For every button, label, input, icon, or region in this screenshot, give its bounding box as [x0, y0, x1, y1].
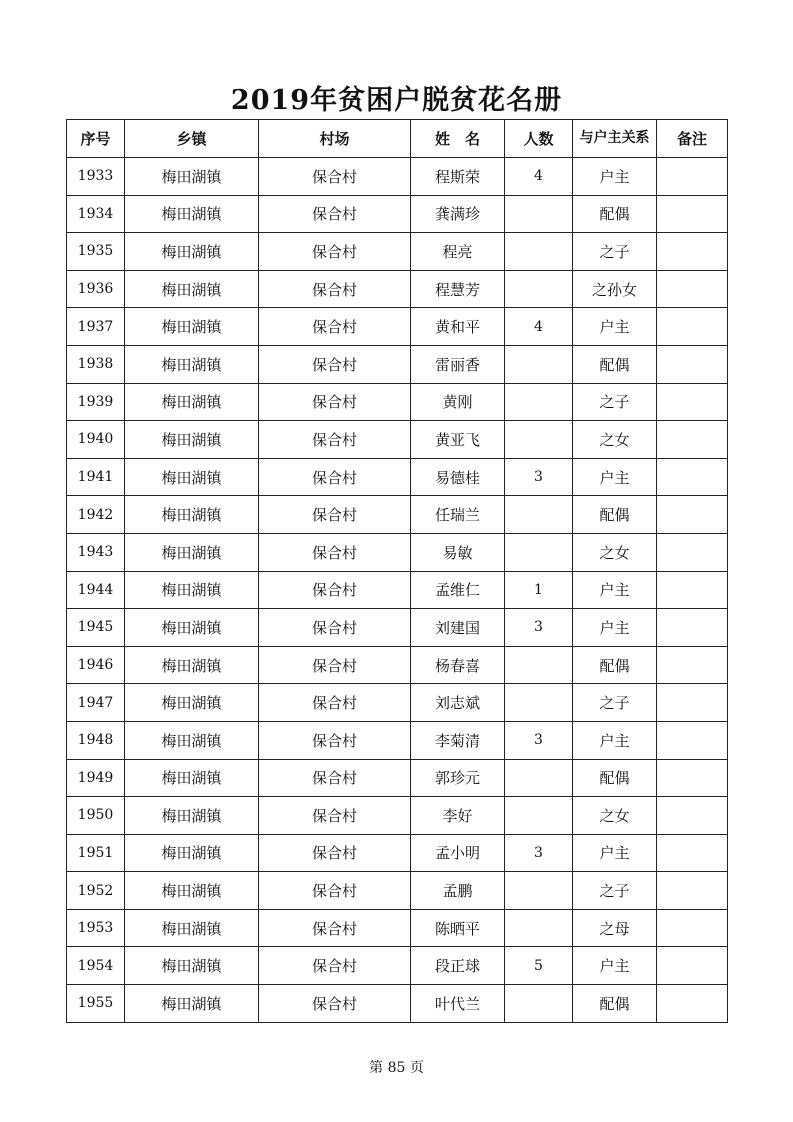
page-number: 第 85 页	[369, 1060, 424, 1076]
cell-town: 梅田湖镇	[125, 345, 259, 383]
cell-remark	[657, 834, 728, 872]
cell-town: 梅田湖镇	[125, 233, 259, 271]
cell-relation: 之女	[573, 533, 657, 571]
table-row	[67, 270, 728, 308]
cell-remark	[657, 909, 728, 947]
cell-name: 龚满珍	[411, 195, 505, 233]
table-row	[67, 496, 728, 534]
header-town: 乡镇	[125, 120, 259, 158]
cell-seq: 1936	[67, 270, 125, 308]
table-row	[67, 721, 728, 759]
cell-village: 保合村	[259, 383, 411, 421]
cell-name: 郭珍元	[411, 759, 505, 797]
cell-relation: 户主	[573, 458, 657, 496]
table-row	[67, 947, 728, 985]
cell-village: 保合村	[259, 646, 411, 684]
cell-seq: 1938	[67, 345, 125, 383]
cell-count: 3	[505, 458, 573, 496]
cell-seq: 1952	[67, 872, 125, 910]
cell-remark	[657, 684, 728, 722]
cell-count: 5	[505, 947, 573, 985]
cell-seq: 1949	[67, 759, 125, 797]
header-count: 人数	[505, 120, 573, 158]
cell-remark	[657, 759, 728, 797]
cell-remark	[657, 496, 728, 534]
cell-village: 保合村	[259, 458, 411, 496]
cell-remark	[657, 571, 728, 609]
cell-relation: 配偶	[573, 759, 657, 797]
cell-relation: 户主	[573, 834, 657, 872]
cell-remark	[657, 985, 728, 1023]
cell-relation: 配偶	[573, 496, 657, 534]
cell-remark	[657, 308, 728, 346]
cell-relation: 之女	[573, 797, 657, 835]
cell-seq: 1939	[67, 383, 125, 421]
cell-village: 保合村	[259, 834, 411, 872]
cell-village: 保合村	[259, 158, 411, 196]
cell-count	[505, 684, 573, 722]
cell-count	[505, 759, 573, 797]
cell-seq: 1954	[67, 947, 125, 985]
cell-name: 黄刚	[411, 383, 505, 421]
table-row	[67, 421, 728, 459]
cell-town: 梅田湖镇	[125, 609, 259, 647]
cell-name: 段正球	[411, 947, 505, 985]
cell-remark	[657, 158, 728, 196]
cell-seq: 1945	[67, 609, 125, 647]
cell-count	[505, 195, 573, 233]
cell-town: 梅田湖镇	[125, 872, 259, 910]
cell-count	[505, 421, 573, 459]
cell-remark	[657, 872, 728, 910]
cell-seq: 1946	[67, 646, 125, 684]
cell-remark	[657, 646, 728, 684]
cell-relation: 户主	[573, 947, 657, 985]
cell-town: 梅田湖镇	[125, 458, 259, 496]
table-row	[67, 458, 728, 496]
cell-village: 保合村	[259, 947, 411, 985]
cell-remark	[657, 383, 728, 421]
cell-town: 梅田湖镇	[125, 646, 259, 684]
cell-village: 保合村	[259, 684, 411, 722]
cell-seq: 1942	[67, 496, 125, 534]
cell-village: 保合村	[259, 195, 411, 233]
header-row	[67, 120, 728, 158]
cell-count: 3	[505, 834, 573, 872]
cell-name: 程斯荣	[411, 158, 505, 196]
cell-town: 梅田湖镇	[125, 834, 259, 872]
table-row	[67, 646, 728, 684]
cell-count	[505, 496, 573, 534]
cell-remark	[657, 721, 728, 759]
cell-seq: 1943	[67, 533, 125, 571]
table-row	[67, 909, 728, 947]
cell-relation: 之孙女	[573, 270, 657, 308]
page-title: 2019年贫困户脱贫花名册	[230, 85, 563, 116]
table-row	[67, 158, 728, 196]
table-row	[67, 609, 728, 647]
cell-seq: 1951	[67, 834, 125, 872]
cell-village: 保合村	[259, 270, 411, 308]
cell-town: 梅田湖镇	[125, 571, 259, 609]
cell-remark	[657, 233, 728, 271]
cell-relation: 之子	[573, 872, 657, 910]
cell-seq: 1933	[67, 158, 125, 196]
cell-name: 孟维仁	[411, 571, 505, 609]
table-row	[67, 571, 728, 609]
cell-name: 孟小明	[411, 834, 505, 872]
cell-relation: 之女	[573, 421, 657, 459]
cell-name: 李菊清	[411, 721, 505, 759]
roster-body	[67, 158, 728, 1023]
table-row	[67, 985, 728, 1023]
cell-name: 叶代兰	[411, 985, 505, 1023]
cell-name: 任瑞兰	[411, 496, 505, 534]
cell-seq: 1937	[67, 308, 125, 346]
cell-town: 梅田湖镇	[125, 533, 259, 571]
cell-remark	[657, 195, 728, 233]
cell-village: 保合村	[259, 909, 411, 947]
header-seq: 序号	[67, 120, 125, 158]
cell-name: 黄亚飞	[411, 421, 505, 459]
cell-relation: 配偶	[573, 345, 657, 383]
cell-village: 保合村	[259, 308, 411, 346]
cell-remark	[657, 458, 728, 496]
table-row	[67, 383, 728, 421]
cell-seq: 1948	[67, 721, 125, 759]
cell-town: 梅田湖镇	[125, 270, 259, 308]
cell-village: 保合村	[259, 609, 411, 647]
cell-village: 保合村	[259, 421, 411, 459]
cell-remark	[657, 421, 728, 459]
cell-name: 易德桂	[411, 458, 505, 496]
cell-relation: 户主	[573, 609, 657, 647]
cell-count	[505, 797, 573, 835]
cell-relation: 配偶	[573, 195, 657, 233]
cell-name: 孟鹏	[411, 872, 505, 910]
cell-count	[505, 872, 573, 910]
cell-village: 保合村	[259, 797, 411, 835]
cell-relation: 户主	[573, 571, 657, 609]
cell-name: 程亮	[411, 233, 505, 271]
header-remark: 备注	[657, 120, 728, 158]
cell-count: 3	[505, 609, 573, 647]
cell-remark	[657, 947, 728, 985]
cell-remark	[657, 797, 728, 835]
cell-count: 4	[505, 308, 573, 346]
cell-relation: 户主	[573, 158, 657, 196]
cell-name: 黄和平	[411, 308, 505, 346]
cell-seq: 1941	[67, 458, 125, 496]
cell-seq: 1955	[67, 985, 125, 1023]
cell-count	[505, 233, 573, 271]
cell-count	[505, 909, 573, 947]
cell-village: 保合村	[259, 985, 411, 1023]
cell-name: 易敏	[411, 533, 505, 571]
cell-town: 梅田湖镇	[125, 308, 259, 346]
cell-town: 梅田湖镇	[125, 985, 259, 1023]
cell-count: 3	[505, 721, 573, 759]
cell-town: 梅田湖镇	[125, 909, 259, 947]
cell-seq: 1947	[67, 684, 125, 722]
cell-count	[505, 533, 573, 571]
cell-remark	[657, 270, 728, 308]
cell-town: 梅田湖镇	[125, 496, 259, 534]
header-relation: 与户主关系	[573, 120, 657, 158]
cell-town: 梅田湖镇	[125, 383, 259, 421]
cell-relation: 配偶	[573, 985, 657, 1023]
cell-name: 刘志斌	[411, 684, 505, 722]
cell-seq: 1953	[67, 909, 125, 947]
cell-village: 保合村	[259, 233, 411, 271]
cell-village: 保合村	[259, 571, 411, 609]
cell-count	[505, 646, 573, 684]
cell-name: 雷丽香	[411, 345, 505, 383]
cell-town: 梅田湖镇	[125, 684, 259, 722]
cell-town: 梅田湖镇	[125, 797, 259, 835]
cell-town: 梅田湖镇	[125, 721, 259, 759]
cell-count	[505, 383, 573, 421]
cell-relation: 之子	[573, 383, 657, 421]
table-row	[67, 872, 728, 910]
cell-name: 刘建国	[411, 609, 505, 647]
cell-town: 梅田湖镇	[125, 421, 259, 459]
cell-village: 保合村	[259, 759, 411, 797]
cell-seq: 1944	[67, 571, 125, 609]
cell-town: 梅田湖镇	[125, 195, 259, 233]
cell-remark	[657, 345, 728, 383]
cell-town: 梅田湖镇	[125, 158, 259, 196]
table-row	[67, 834, 728, 872]
cell-village: 保合村	[259, 721, 411, 759]
table-row	[67, 533, 728, 571]
roster-table	[66, 119, 728, 1023]
cell-seq: 1950	[67, 797, 125, 835]
cell-village: 保合村	[259, 345, 411, 383]
cell-remark	[657, 533, 728, 571]
cell-relation: 之子	[573, 684, 657, 722]
cell-name: 杨春喜	[411, 646, 505, 684]
cell-village: 保合村	[259, 872, 411, 910]
cell-seq: 1934	[67, 195, 125, 233]
cell-relation: 之母	[573, 909, 657, 947]
cell-count	[505, 270, 573, 308]
table-row	[67, 759, 728, 797]
cell-relation: 户主	[573, 308, 657, 346]
cell-count	[505, 985, 573, 1023]
header-name: 姓 名	[411, 120, 505, 158]
table-row	[67, 345, 728, 383]
cell-name: 程慧芳	[411, 270, 505, 308]
table-row	[67, 797, 728, 835]
table-row	[67, 308, 728, 346]
table-row	[67, 233, 728, 271]
cell-count: 4	[505, 158, 573, 196]
cell-seq: 1940	[67, 421, 125, 459]
cell-town: 梅田湖镇	[125, 759, 259, 797]
cell-count	[505, 345, 573, 383]
cell-remark	[657, 609, 728, 647]
cell-name: 陈晒平	[411, 909, 505, 947]
cell-relation: 户主	[573, 721, 657, 759]
cell-village: 保合村	[259, 496, 411, 534]
table-row	[67, 195, 728, 233]
cell-relation: 之子	[573, 233, 657, 271]
cell-count: 1	[505, 571, 573, 609]
cell-relation: 配偶	[573, 646, 657, 684]
cell-village: 保合村	[259, 533, 411, 571]
cell-seq: 1935	[67, 233, 125, 271]
header-village: 村场	[259, 120, 411, 158]
cell-town: 梅田湖镇	[125, 947, 259, 985]
cell-name: 李好	[411, 797, 505, 835]
table-row	[67, 684, 728, 722]
